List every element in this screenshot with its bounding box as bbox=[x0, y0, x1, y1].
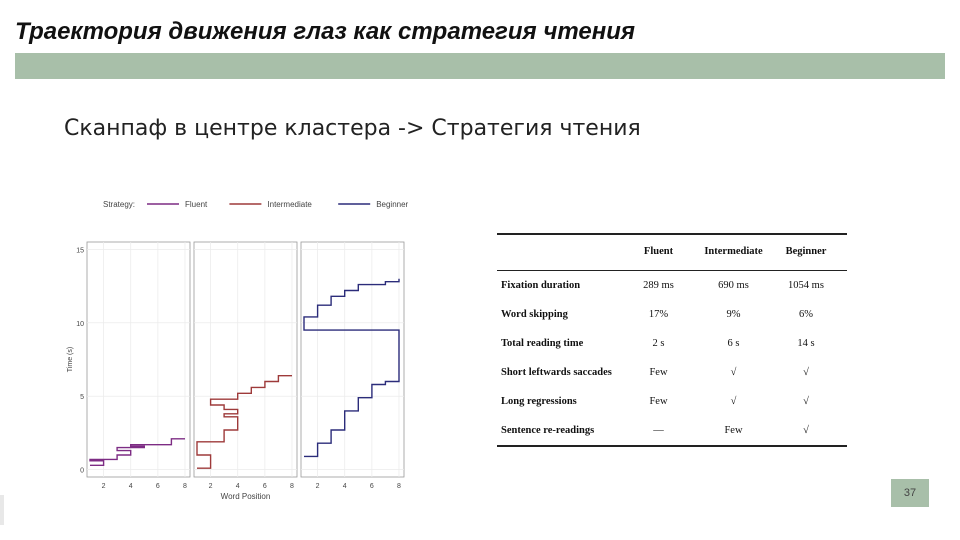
table-row-label: Word skipping bbox=[501, 309, 568, 320]
x-tick-label: 2 bbox=[101, 483, 106, 490]
x-axis-label: Word Position bbox=[220, 492, 271, 501]
table-cell: 289 ms bbox=[643, 280, 674, 291]
table-header-row bbox=[497, 235, 847, 267]
slide-subtitle: Сканпаф в центре кластера -> Стратегия чтения bbox=[64, 116, 641, 141]
x-tick-label: 4 bbox=[128, 483, 133, 490]
table-cell: √ bbox=[730, 367, 737, 378]
x-tick-label: 4 bbox=[235, 483, 240, 490]
y-axis-label: Time (s) bbox=[67, 346, 74, 373]
table-cell: √ bbox=[803, 367, 809, 378]
table-header-cell: Fluent bbox=[643, 245, 674, 257]
table-row bbox=[497, 300, 847, 329]
y-tick-label: 0 bbox=[80, 467, 84, 475]
x-tick-label: 6 bbox=[262, 483, 267, 490]
x-tick-label: 2 bbox=[315, 483, 320, 490]
panel-frame bbox=[87, 242, 190, 477]
table-cell: 2 s bbox=[652, 338, 665, 349]
table-cell: 14 s bbox=[797, 338, 815, 349]
title-accent-bar bbox=[15, 53, 945, 79]
table-row-label: Total reading time bbox=[501, 338, 584, 349]
table-row-label: Sentence re-readings bbox=[501, 425, 595, 436]
legend-title: Strategy: bbox=[103, 200, 136, 209]
legend-label: Beginner bbox=[376, 200, 409, 209]
table-cell: √ bbox=[803, 425, 809, 436]
scanpath-chart bbox=[50, 185, 410, 515]
table-cell: 9% bbox=[726, 309, 741, 320]
table-header-cell: Beginner bbox=[785, 245, 827, 257]
x-tick-label: 8 bbox=[290, 483, 294, 490]
table-row bbox=[497, 271, 847, 300]
table-header-cell: Intermediate bbox=[704, 245, 763, 257]
legend-label: Intermediate bbox=[267, 200, 312, 209]
slide-title: Траектория движения глаз как стратегия чтения bbox=[15, 18, 635, 45]
table-cell: 6 s bbox=[727, 338, 740, 349]
table-cell: 17% bbox=[648, 309, 669, 320]
y-tick-label: 5 bbox=[80, 394, 84, 402]
x-tick-label: 2 bbox=[208, 483, 213, 490]
table-row-label: Long regressions bbox=[501, 396, 577, 407]
table-cell: Few bbox=[649, 367, 668, 378]
x-tick-label: 6 bbox=[369, 483, 374, 490]
y-tick-label: 10 bbox=[76, 320, 84, 328]
x-tick-label: 4 bbox=[342, 483, 347, 490]
x-tick-label: 8 bbox=[183, 483, 187, 490]
table-row bbox=[497, 387, 847, 416]
table-cell: — bbox=[653, 425, 664, 436]
table-cell: √ bbox=[730, 396, 737, 407]
table-row-label: Short leftwards saccades bbox=[501, 367, 612, 378]
table-cell: 6% bbox=[799, 309, 813, 320]
page-number: 37 bbox=[891, 479, 929, 507]
x-tick-label: 6 bbox=[155, 483, 160, 490]
strategy-table bbox=[497, 233, 847, 447]
table-cell: 690 ms bbox=[718, 280, 749, 291]
table-row-label: Fixation duration bbox=[501, 280, 581, 291]
table-cell: 1054 ms bbox=[788, 280, 824, 291]
table-cell: Few bbox=[649, 396, 668, 407]
table-row bbox=[497, 329, 847, 358]
table-bottom-rule bbox=[497, 445, 847, 447]
table-row bbox=[497, 358, 847, 387]
panel-frame bbox=[301, 242, 404, 477]
table-row bbox=[497, 416, 847, 445]
edge-marker bbox=[0, 495, 4, 525]
table-cell: √ bbox=[803, 396, 809, 407]
table-cell: Few bbox=[724, 425, 743, 436]
x-tick-label: 8 bbox=[397, 483, 401, 490]
y-tick-label: 15 bbox=[76, 247, 84, 255]
legend-label: Fluent bbox=[185, 200, 208, 209]
